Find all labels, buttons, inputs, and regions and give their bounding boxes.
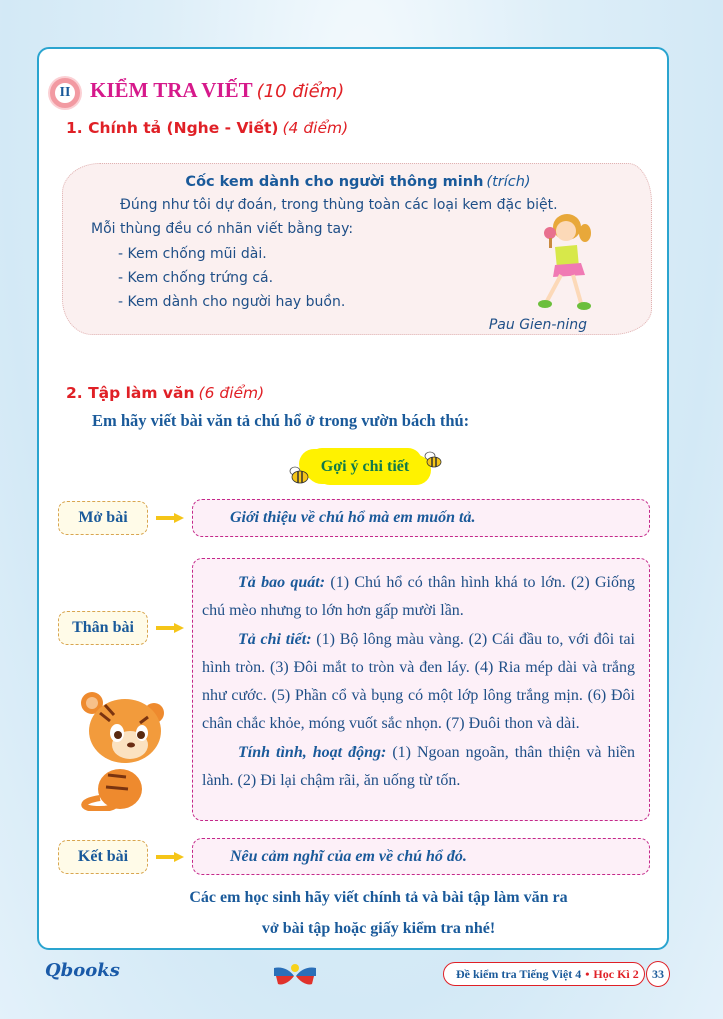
separator: • bbox=[585, 966, 590, 981]
part1-title-text: 1. Chính tả (Nghe - Viết) bbox=[66, 119, 279, 137]
body-paragraph-heading: Tả bao quát: bbox=[238, 574, 326, 591]
body-paragraph-text: (1) Ngoan ngoãn, thân thiện và hiền lành. (2) Đi lại chậm rãi, ăn uống từ tốn. bbox=[202, 743, 635, 790]
conclusion-content-box bbox=[192, 838, 650, 875]
section-title-text: KIỂM TRA VIẾT bbox=[90, 78, 253, 102]
bee-icon bbox=[422, 451, 444, 469]
dictation-passage-box bbox=[62, 163, 652, 335]
passage-line: Mỗi thùng đều có nhãn viết bằng tay: bbox=[91, 221, 354, 237]
part2-title-text: 2. Tập làm văn bbox=[66, 384, 195, 402]
passage-line: Đúng như tôi dự đoán, trong thùng toàn các loại kem đặc biệt. bbox=[120, 197, 558, 213]
hint-label: Gợi ý chi tiết bbox=[320, 458, 410, 475]
page-number bbox=[646, 961, 670, 987]
part2-title bbox=[66, 384, 264, 402]
page-number-text: 33 bbox=[652, 966, 664, 981]
girl-ice-cream-illustration bbox=[533, 209, 603, 314]
conclusion-label-text: Kết bài bbox=[77, 848, 129, 865]
body-label-text: Thân bài bbox=[72, 619, 134, 636]
intro-label bbox=[58, 501, 148, 535]
book-title-pill bbox=[443, 962, 645, 986]
tiger-cub-illustration bbox=[70, 683, 180, 811]
section-number-badge bbox=[50, 78, 80, 108]
hint-cloud bbox=[305, 450, 425, 484]
section-number: II bbox=[59, 85, 71, 100]
section-title bbox=[90, 78, 344, 103]
closing-line: Các em học sinh hãy viết chính tả và bài tập làm văn ra bbox=[189, 889, 568, 906]
arrow-right-icon bbox=[156, 623, 184, 633]
section-points: (10 điểm) bbox=[256, 81, 345, 102]
body-content bbox=[193, 559, 649, 795]
term-label: Học Kì 2 bbox=[593, 966, 639, 981]
conclusion-content: Nêu cảm nghĩ của em về chú hổ đó. bbox=[230, 847, 467, 865]
body-paragraph bbox=[202, 739, 635, 796]
body-label bbox=[58, 611, 148, 645]
body-paragraph-text: (1) Bộ lông màu vàng. (2) Cái đầu to, với đôi tai hình tròn. (3) Đôi mắt to tròn và đen láy. (4) Ria mép dài và trắng như cước. (5) Phần cổ và bụng có một lớp lông trắng mịn. (6) Đôi chân chắc khỏe, móng vuốt sắc nhọn. (7) Đuôi thon và dài. bbox=[202, 630, 635, 733]
intro-content: Giới thiệu về chú hổ mà em muốn tả. bbox=[230, 509, 476, 526]
passage-line: - Kem dành cho người hay buồn. bbox=[118, 294, 346, 310]
body-paragraph bbox=[202, 569, 635, 626]
publisher-logo-text: Qbooks bbox=[45, 960, 120, 981]
body-paragraph bbox=[202, 626, 635, 739]
part1-points: (4 điểm) bbox=[282, 119, 349, 137]
passage-title-text: Cốc kem dành cho người thông minh bbox=[185, 174, 484, 190]
butterfly-logo-icon bbox=[272, 962, 318, 988]
body-paragraph-heading: Tả chi tiết: bbox=[238, 630, 312, 648]
part1-title bbox=[66, 119, 348, 137]
bee-icon bbox=[288, 466, 310, 484]
essay-prompt: Em hãy viết bài văn tả chú hổ ở trong vườn bách thú: bbox=[92, 411, 470, 430]
conclusion-label bbox=[58, 840, 148, 874]
intro-content-box bbox=[192, 499, 650, 537]
passage-line: - Kem chống trứng cá. bbox=[118, 270, 274, 286]
passage-line: - Kem chống mũi dài. bbox=[118, 246, 267, 262]
publisher-logo bbox=[45, 960, 120, 981]
arrow-right-icon bbox=[156, 513, 184, 523]
passage-title-note: (trích) bbox=[486, 174, 531, 190]
intro-label-text: Mở bài bbox=[78, 509, 128, 526]
passage-author: Pau Gien-ning bbox=[488, 317, 587, 333]
closing-line: vở bài tập hoặc giấy kiểm tra nhé! bbox=[261, 920, 496, 937]
body-content-box bbox=[192, 558, 650, 821]
passage-title bbox=[63, 174, 653, 190]
book-title: Đề kiểm tra Tiếng Việt 4 bbox=[456, 966, 582, 981]
body-paragraph-text: (1) Chú hổ có thân hình khá to lớn. (2) Giống chú mèo nhưng to lớn hơn gấp mười lần. bbox=[202, 574, 636, 620]
arrow-right-icon bbox=[156, 852, 184, 862]
body-paragraph-heading: Tính tình, hoạt động: bbox=[238, 743, 387, 761]
part2-points: (6 điểm) bbox=[198, 384, 265, 402]
